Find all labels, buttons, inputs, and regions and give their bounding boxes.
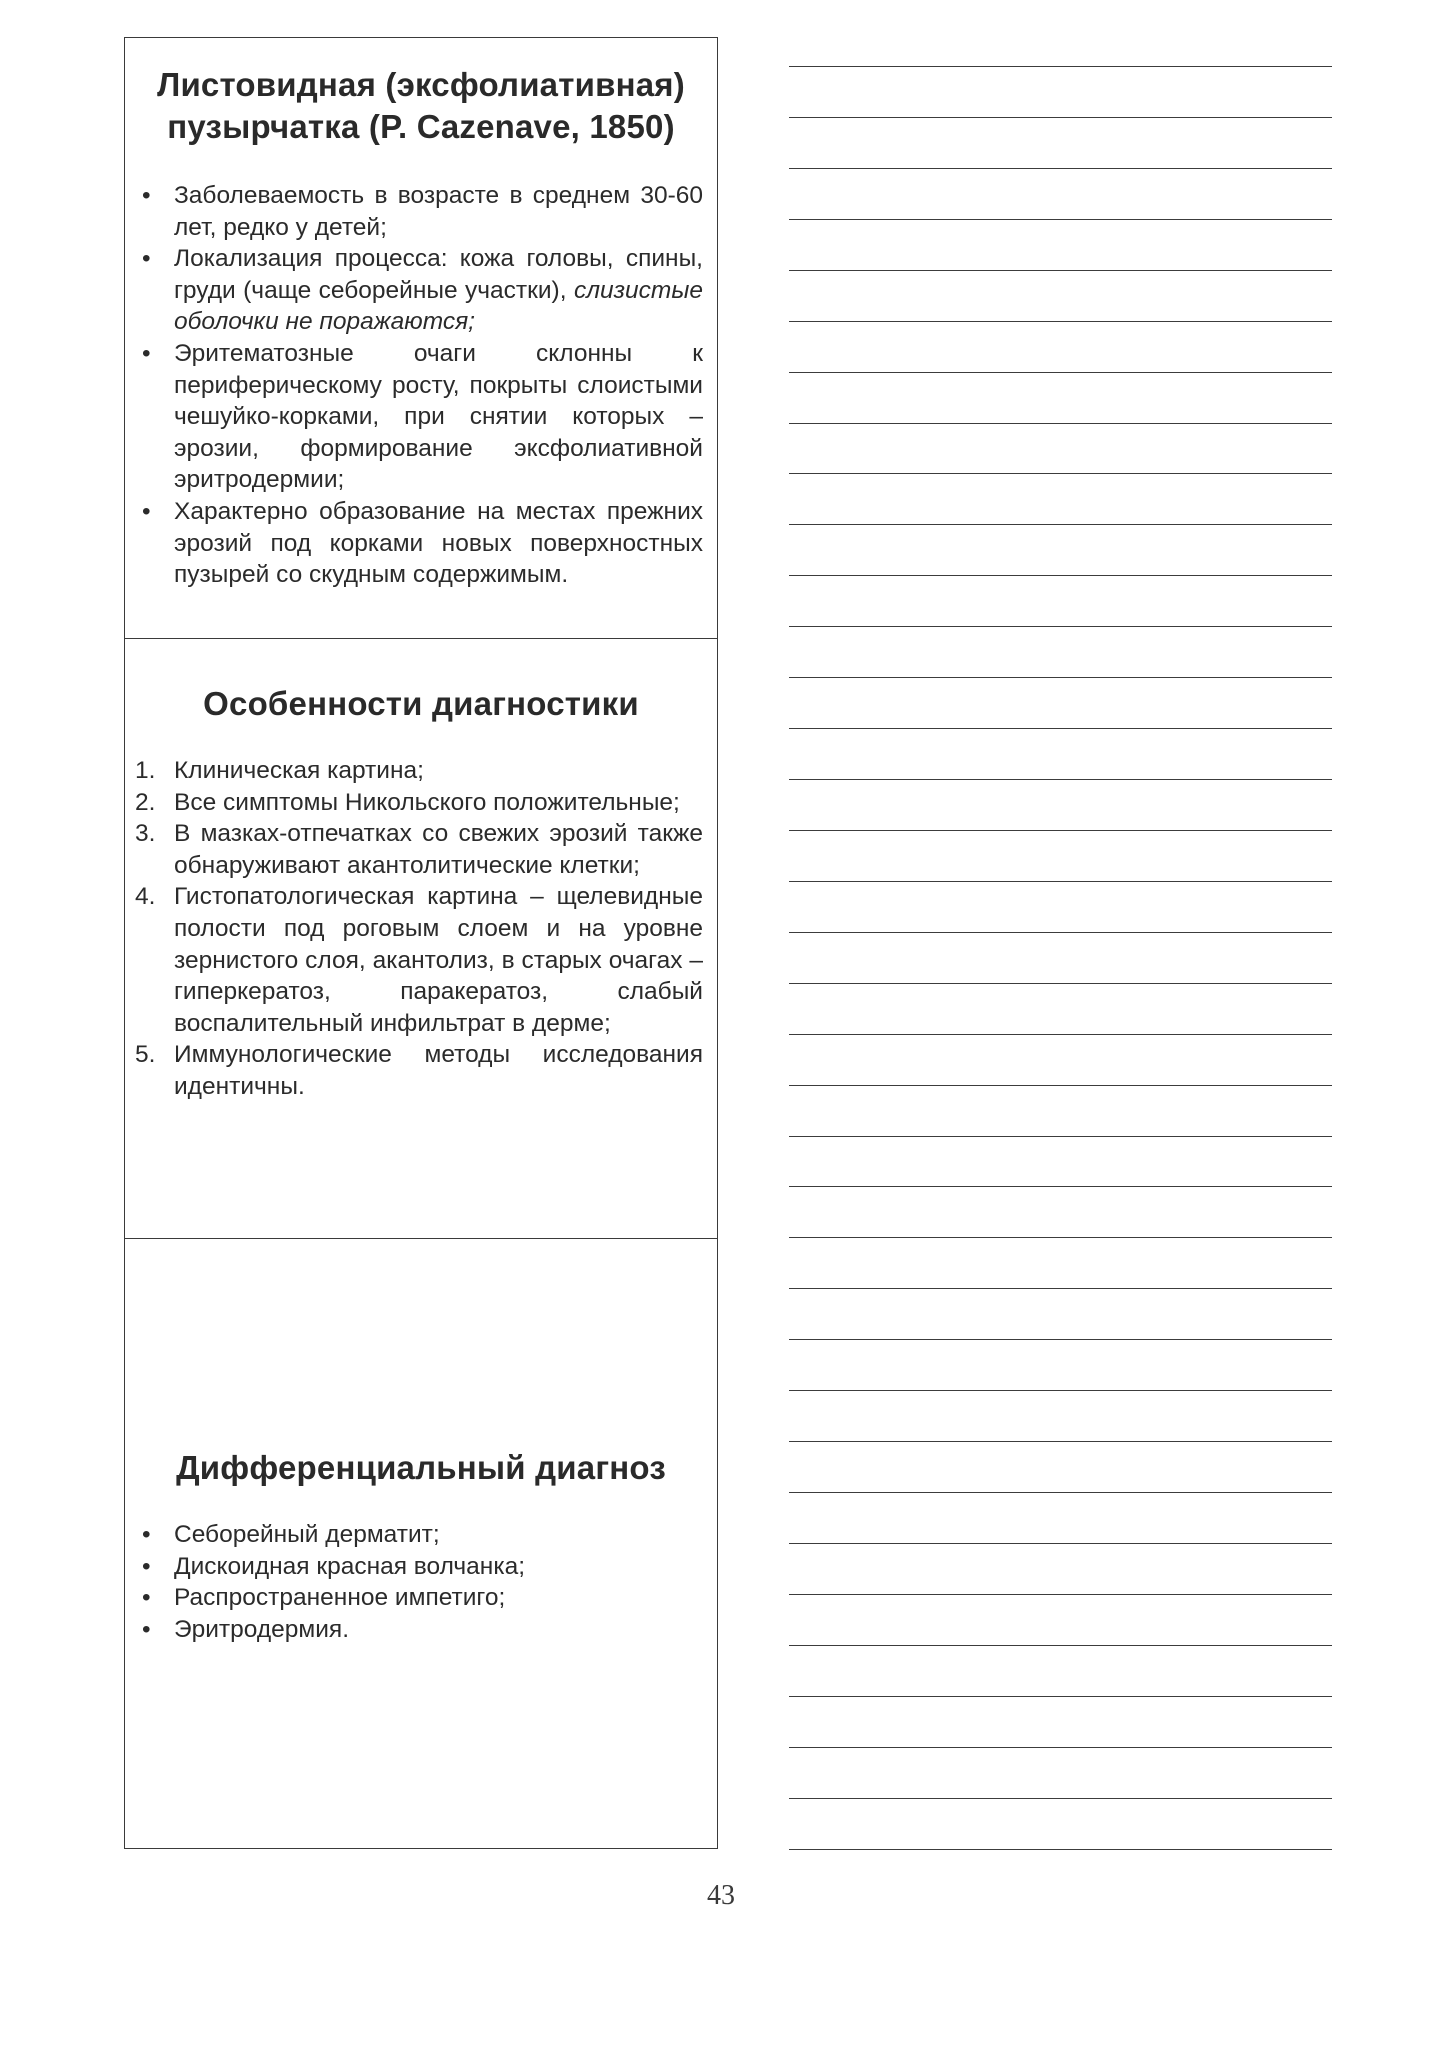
bullet-marker: • [142,182,151,209]
note-line [789,1288,1332,1289]
note-line [789,626,1332,627]
note-line [789,1034,1332,1035]
note-line [789,677,1332,678]
note-line [789,1085,1332,1086]
note-line [789,372,1332,373]
list-item [125,243,717,338]
bullet-marker: • [142,245,151,273]
note-line [789,473,1332,474]
bullet-marker: • [142,497,151,525]
list-item-text: Себорейный дерматит; [174,1521,440,1548]
note-line [789,1645,1332,1646]
list-item-text: Распространенное импетиго; [174,1584,506,1612]
list-item [125,496,717,591]
number-marker: 5. [135,1041,156,1069]
list-item-text: Все симптомы Никольского положительные; [174,788,680,816]
note-line [789,1441,1332,1442]
bullet-marker: • [142,1615,151,1643]
bullet-marker: • [142,1521,151,1548]
number-marker: 3. [135,820,156,848]
list-item-text: Эритематозные очаги склонны к периферическому росту, покрыты слоистыми чешуйко-корками, при снятии которых – эрозии, формирование эксфолиативной эритродермии; [174,339,703,494]
numbered-list [125,755,717,1103]
list-item-text: Заболеваемость в возрасте в среднем 30-60 лет, редко у детей; [174,182,703,241]
note-line [789,1237,1332,1238]
bullet-list [125,180,717,591]
note-line [789,66,1332,67]
note-line [789,423,1332,424]
note-line [789,117,1332,118]
bullet-marker: • [142,1552,151,1580]
section-diagnostics [125,639,717,1239]
section-heading [125,1239,717,1489]
note-line [789,830,1332,831]
heading-line: Листовидная (эксфолиативная) [157,66,685,103]
note-line [789,575,1332,576]
note-line [789,932,1332,933]
list-item [125,1614,717,1646]
list-item [125,1519,717,1551]
list-item-text: Гистопатологическая картина – щелевидные полости под роговым слоем и на уровне зернистого слоя, акантолиз, в старых очагах – гиперкератоз, паракератоз, слабый воспалительный инфильтрат в дерме; [174,883,703,1037]
list-item [125,338,717,496]
section-heading [125,38,717,148]
list-item-text: Дискоидная красная волчанка; [174,1552,526,1580]
note-line [789,1390,1332,1391]
bullet-marker: • [142,339,151,367]
number-marker: 1. [135,757,156,784]
list-item [125,787,717,819]
note-line [789,983,1332,984]
list-item [125,881,717,1039]
content-frame [124,37,718,1849]
page-number: 43 [707,1880,735,1911]
heading-line: Особенности диагностики [203,685,639,722]
note-line [789,1849,1332,1850]
note-line [789,1747,1332,1748]
note-line [789,1339,1332,1340]
note-line [789,1136,1332,1137]
note-line [789,168,1332,169]
list-item-text: Клиническая картина; [174,757,424,784]
note-line [789,219,1332,220]
note-line [789,524,1332,525]
bullet-list [125,1519,717,1645]
section-heading [125,639,717,725]
heading-line: пузырчатка (P. Cazenave, 1850) [167,108,675,145]
number-marker: 2. [135,788,156,816]
section-pemphigus-foliaceus [125,38,717,639]
heading-line: Дифференциальный диагноз [176,1449,666,1486]
list-item [125,180,717,243]
list-item [125,755,717,787]
list-item-text: В мазках-отпечатках со свежих эрозий также обнаруживают акантолитические клетки; [174,820,703,879]
list-item [125,1582,717,1614]
note-line [789,1696,1332,1697]
list-item [125,1551,717,1583]
list-item-italic-text: слизистые оболочки не поражаются; [174,276,703,336]
list-item [125,1039,717,1102]
bullet-marker: • [142,1584,151,1612]
note-line [789,1798,1332,1799]
note-line [789,321,1332,322]
list-item-text: Характерно образование на местах прежних эрозий под корками новых поверхностных пузырей со скудным содержимым. [174,497,703,589]
number-marker: 4. [135,883,156,911]
note-line [789,1594,1332,1595]
note-line [789,1186,1332,1187]
note-line [789,779,1332,780]
note-line [789,881,1332,882]
list-item-text: Иммунологические методы исследования идентичны. [174,1041,703,1100]
list-item-text: Локализация процесса: кожа головы, спины, груди (чаще себорейные участки), [174,245,703,304]
note-line [789,728,1332,729]
list-item [125,818,717,881]
list-item-text: Эритродермия. [174,1615,350,1643]
note-line [789,270,1332,271]
note-line [789,1492,1332,1493]
section-differential-diagnosis [125,1239,717,1850]
note-line [789,1543,1332,1544]
